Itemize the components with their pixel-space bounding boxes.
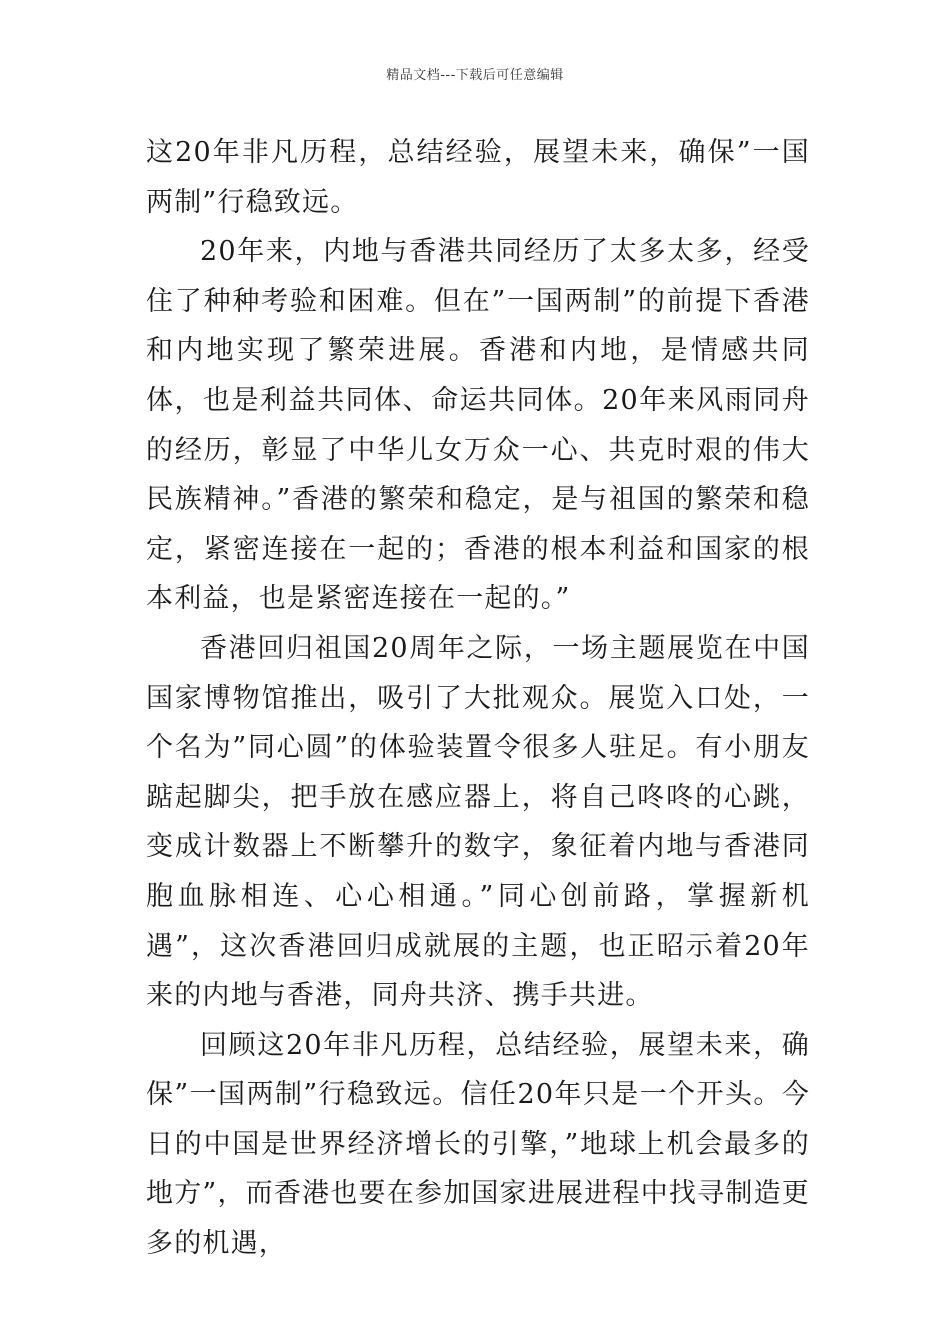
paragraph-continuation: 这20年非凡历程，总结经验，展望未来，确保”一国两制”行稳致远。 (146, 137, 810, 218)
paragraph: 回顾这20年非凡历程，总结经验，展望未来，确保”一国两制”行稳致远。信任20年只是一个开头。今日的中国是世界经济增长的引擎，”地球上机会最多的地方”，而香港也要在参加国家进展进程中找寻制造更多的机遇， (146, 1029, 810, 1260)
paragraph: 香港回归祖国20周年之际，一场主题展览在中国国家博物馆推出，吸引了大批观众。展览入口处，一个名为”同心圆”的体验装置令很多人驻足。有小朋友踮起脚尖，把手放在感应器上，将自己咚咚的心跳，变成计数器上不断攀升的数字，象征着内地与香港同胞血脉相连、心心相通。”同心创前路，掌握新机遇”，这次香港回归成就展的主题，也正昭示着20年来的内地与香港，同舟共济、携手共进。 (146, 632, 810, 1012)
paragraph: 20年来，内地与香港共同经历了太多太多，经受住了种种考验和困难。但在”一国两制”的前提下香港和内地实现了繁荣进展。香港和内地，是情感共同体，也是利益共同体、命运共同体。20年来风雨同舟的经历，彰显了中华儿女万众一心、共克时艰的伟大民族精神。”香港的繁荣和稳定，是与祖国的繁荣和稳定，紧密连接在一起的；香港的根本利益和国家的根本利益，也是紧密连接在一起的。” (146, 236, 810, 615)
document-body (146, 128, 810, 1269)
page-header: 精品文档---下载后可任意编辑 (386, 68, 564, 83)
